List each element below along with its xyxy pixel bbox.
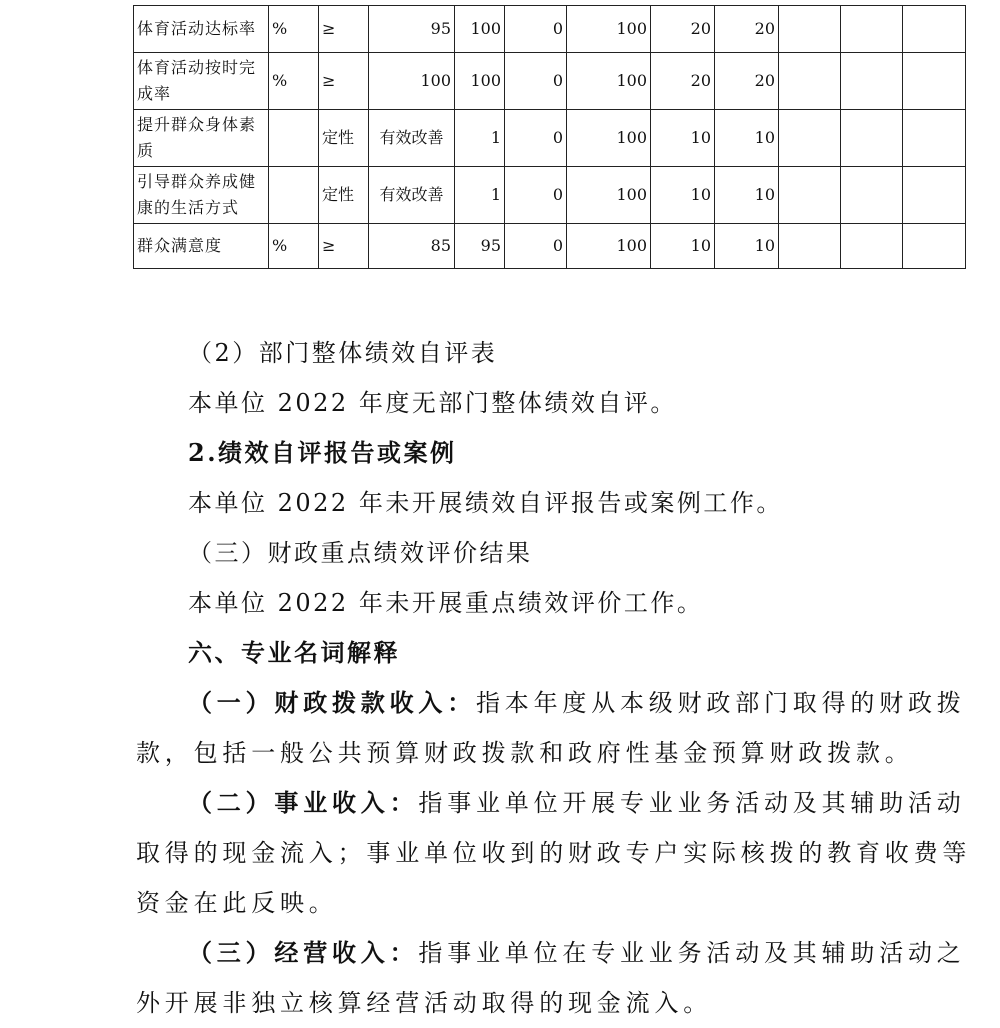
- indicator-target: 100: [369, 53, 455, 110]
- empty-cell: [779, 110, 841, 167]
- indicator-col7: 100: [567, 224, 651, 269]
- indicator-type: ≥: [319, 224, 369, 269]
- empty-cell: [903, 167, 966, 224]
- indicator-col7: 100: [567, 167, 651, 224]
- indicator-weight: 10: [651, 167, 715, 224]
- indicator-score: 10: [715, 224, 779, 269]
- empty-cell: [841, 110, 903, 167]
- indicator-score: 20: [715, 53, 779, 110]
- table-row: [134, 110, 966, 167]
- indicator-col6: 0: [505, 6, 567, 53]
- indicator-score: 10: [715, 167, 779, 224]
- indicator-score: 10: [715, 110, 779, 167]
- indicator-name: 体育活动达标率: [134, 6, 269, 53]
- section-heading-glossary: 六、专业名词解释: [188, 638, 400, 667]
- indicator-weight: 10: [651, 110, 715, 167]
- indicator-weight: 20: [651, 53, 715, 110]
- definition-term: （一）财政拨款收入：: [188, 688, 476, 717]
- indicator-actual: 100: [455, 53, 505, 110]
- empty-cell: [779, 6, 841, 53]
- section-heading-self-eval-report: 2.绩效自评报告或案例: [188, 438, 457, 467]
- empty-cell: [841, 53, 903, 110]
- definition-body: 指事业单位在专业业务活动及其辅助活动之外开展非独立核算经营活动取得的现金流入。: [136, 939, 966, 1017]
- indicator-actual: 95: [455, 224, 505, 269]
- indicator-unit: [269, 110, 319, 167]
- indicator-unit: [269, 167, 319, 224]
- indicator-name: 群众满意度: [134, 224, 269, 269]
- indicator-col7: 100: [567, 53, 651, 110]
- empty-cell: [779, 224, 841, 269]
- table-row: [134, 53, 966, 110]
- indicator-type: ≥: [319, 6, 369, 53]
- empty-cell: [903, 110, 966, 167]
- indicator-unit: %: [269, 53, 319, 110]
- definition-body: 指本年度从本级财政部门取得的财政拨款，包括一般公共预算财政拨款和政府性基金预算财政拨款。: [136, 689, 966, 767]
- definition-paragraph: [136, 928, 986, 1028]
- paragraph: 本单位 2022 年未开展绩效自评报告或案例工作。: [188, 489, 783, 517]
- indicator-weight: 20: [651, 6, 715, 53]
- indicator-target: 有效改善: [369, 167, 455, 224]
- indicator-name: 提升群众身体素质: [134, 110, 269, 167]
- indicator-type: 定性: [319, 110, 369, 167]
- empty-cell: [779, 167, 841, 224]
- table-row: [134, 167, 966, 224]
- indicator-type: ≥: [319, 53, 369, 110]
- definition-term: （二）事业收入：: [188, 788, 419, 817]
- definition-term: （三）经营收入：: [188, 938, 419, 967]
- empty-cell: [903, 224, 966, 269]
- paragraph: 本单位 2022 年未开展重点绩效评价工作。: [188, 589, 704, 617]
- indicator-weight: 10: [651, 224, 715, 269]
- empty-cell: [903, 6, 966, 53]
- performance-indicator-table: [133, 5, 966, 269]
- indicator-name: 引导群众养成健康的生活方式: [134, 167, 269, 224]
- definition-paragraph: [136, 778, 986, 928]
- indicator-col6: 0: [505, 110, 567, 167]
- indicator-col7: 100: [567, 110, 651, 167]
- indicator-actual: 1: [455, 167, 505, 224]
- indicator-col6: 0: [505, 167, 567, 224]
- indicator-actual: 1: [455, 110, 505, 167]
- definition-paragraph: [136, 678, 986, 778]
- indicator-target: 有效改善: [369, 110, 455, 167]
- section-heading-key-eval: （三）财政重点绩效评价结果: [188, 539, 533, 567]
- empty-cell: [841, 224, 903, 269]
- table-row: [134, 224, 966, 269]
- indicator-target: 95: [369, 6, 455, 53]
- indicator-col6: 0: [505, 53, 567, 110]
- indicator-actual: 100: [455, 6, 505, 53]
- section-heading-dept-self-eval: （2）部门整体绩效自评表: [188, 339, 498, 367]
- indicator-score: 20: [715, 6, 779, 53]
- empty-cell: [903, 53, 966, 110]
- indicator-col6: 0: [505, 224, 567, 269]
- definition-body: 指事业单位开展专业业务活动及其辅助活动取得的现金流入；事业单位收到的财政专户实际核拨的教育收费等资金在此反映。: [136, 789, 972, 917]
- indicator-type: 定性: [319, 167, 369, 224]
- indicator-col7: 100: [567, 6, 651, 53]
- indicator-name: 体育活动按时完成率: [134, 53, 269, 110]
- paragraph: 本单位 2022 年度无部门整体绩效自评。: [188, 389, 677, 417]
- empty-cell: [779, 53, 841, 110]
- indicator-target: 85: [369, 224, 455, 269]
- indicator-unit: %: [269, 6, 319, 53]
- empty-cell: [841, 167, 903, 224]
- empty-cell: [841, 6, 903, 53]
- table-row: [134, 6, 966, 53]
- indicator-unit: %: [269, 224, 319, 269]
